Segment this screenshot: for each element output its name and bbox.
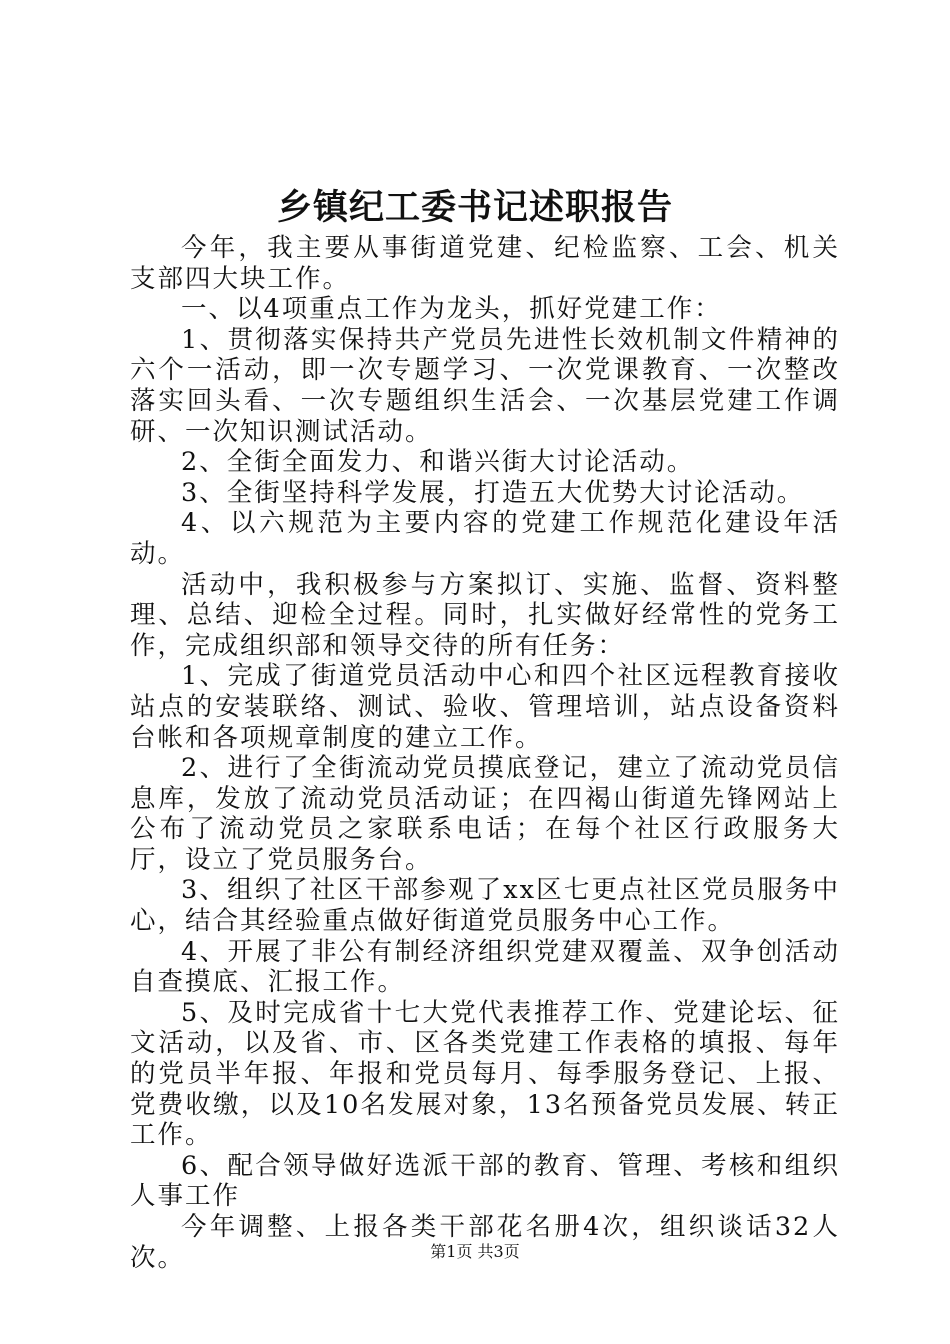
paragraph-item-2: 2、全街全面发力、和谐兴街大讨论活动。 [181, 447, 695, 478]
paragraph-task-5: 5、及时完成省十七大党代表推荐工作、党建论坛、征文活动，以及省、市、区各类党建工作表格的填报、每年的党员半年报、年报和党员每月、每季服务登记、上报、党费收缴，以及10名发展对象，13名预备党员发展、转正工作。 [130, 997, 840, 1151]
paragraph-section-one-heading: 一、以4项重点工作为龙头，抓好党建工作： [181, 294, 722, 325]
paragraph-item-4: 4、以六规范为主要内容的党建工作规范化建设年活动。 [130, 508, 840, 569]
paragraph-intro: 今年，我主要从事街道党建、纪检监察、工会、机关支部四大块工作。 [130, 233, 840, 294]
page-number-footer: 第1页 共3页 [430, 1242, 520, 1261]
paragraph-item-1: 1、贯彻落实保持共产党员先进性长效机制文件精神的六个一活动，即一次专题学习、一次党课教育、一次整改落实回头看、一次专题组织生活会、一次基层党建工作调研、一次知识测试活动。 [130, 324, 840, 447]
paragraph-activities: 活动中，我积极参与方案拟订、实施、监督、资料整理、总结、迎检全过程。同时，扎实做好经常性的党务工作，完成组织部和领导交待的所有任务： [130, 569, 840, 661]
paragraph-task-1: 1、完成了街道党员活动中心和四个社区远程教育接收站点的安装联络、测试、验收、管理培训，站点设备资料台帐和各项规章制度的建立工作。 [130, 661, 840, 753]
paragraph-summary: 今年调整、上报各类干部花名册4次，组织谈话32人次。 [130, 1212, 840, 1273]
document-body [130, 233, 840, 1273]
document-title: 乡镇纪工委书记述职报告 [276, 187, 673, 228]
paragraph-task-2: 2、进行了全街流动党员摸底登记，建立了流动党员信息库，发放了流动党员活动证；在四褐山街道先锋网站上公布了流动党员之家联系电话；在每个社区行政服务大厅，设立了党员服务台。 [130, 753, 840, 875]
paragraph-task-6: 6、配合领导做好选派干部的教育、管理、考核和组织人事工作 [130, 1150, 840, 1212]
paragraph-task-4: 4、开展了非公有制经济组织党建双覆盖、双争创活动自查摸底、汇报工作。 [130, 936, 840, 998]
paragraph-item-3: 3、全街坚持科学发展，打造五大优势大讨论活动。 [181, 477, 805, 508]
paragraph-task-3: 3、组织了社区干部参观了xx区七更点社区党员服务中心，结合其经验重点做好街道党员服务中心工作。 [130, 875, 840, 937]
